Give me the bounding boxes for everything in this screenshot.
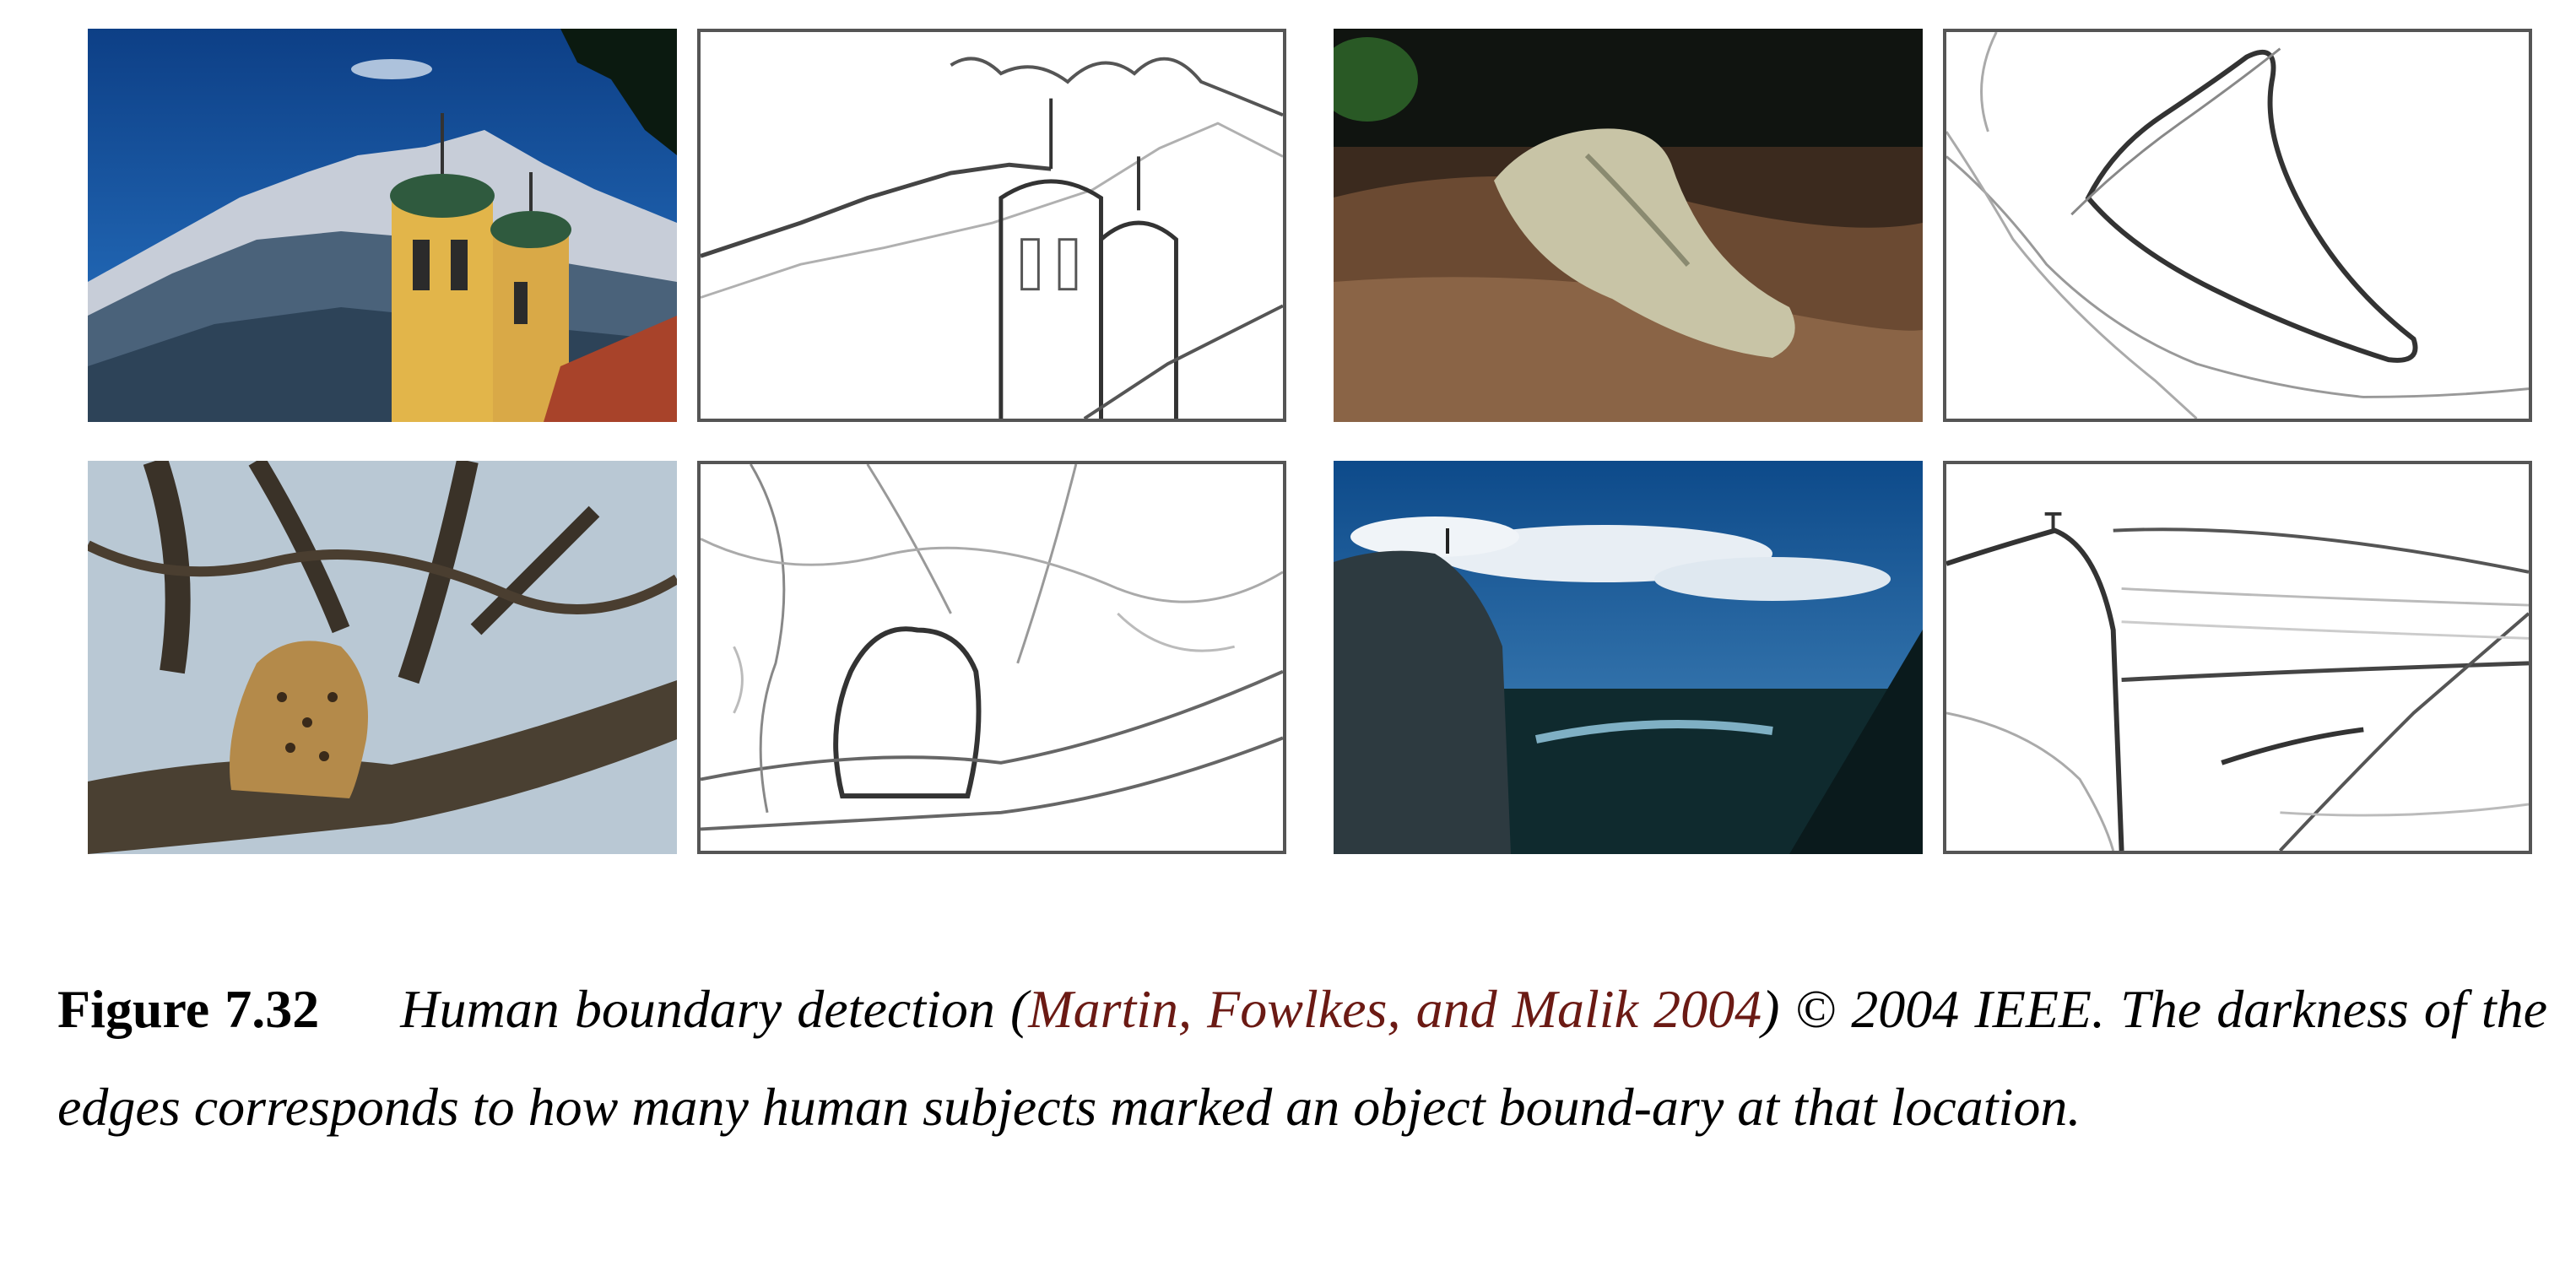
caption-text-after-citation: ) © 2004 IEEE. The darkness of the edges corresponds to how many human subjects marked an object bound-ary at that location.	[57, 979, 2547, 1137]
figure-label: Figure 7.32	[57, 979, 320, 1039]
citation-link[interactable]: Martin, Fowlkes, and Malik 2004	[1028, 979, 1762, 1039]
church-towers-boundary-map	[697, 29, 1286, 422]
rock-valley-photo	[1334, 461, 1923, 854]
crocodile-photo	[1334, 29, 1923, 422]
leopard-boundary-map	[697, 461, 1286, 854]
rock-valley-boundary-map	[1943, 461, 2532, 854]
figure-caption	[57, 960, 2547, 1156]
crocodile-boundary-map	[1943, 29, 2532, 422]
church-towers-photo	[88, 29, 677, 422]
leopard-photo	[88, 461, 677, 854]
caption-text-before-citation: Human boundary detection (	[400, 979, 1029, 1039]
